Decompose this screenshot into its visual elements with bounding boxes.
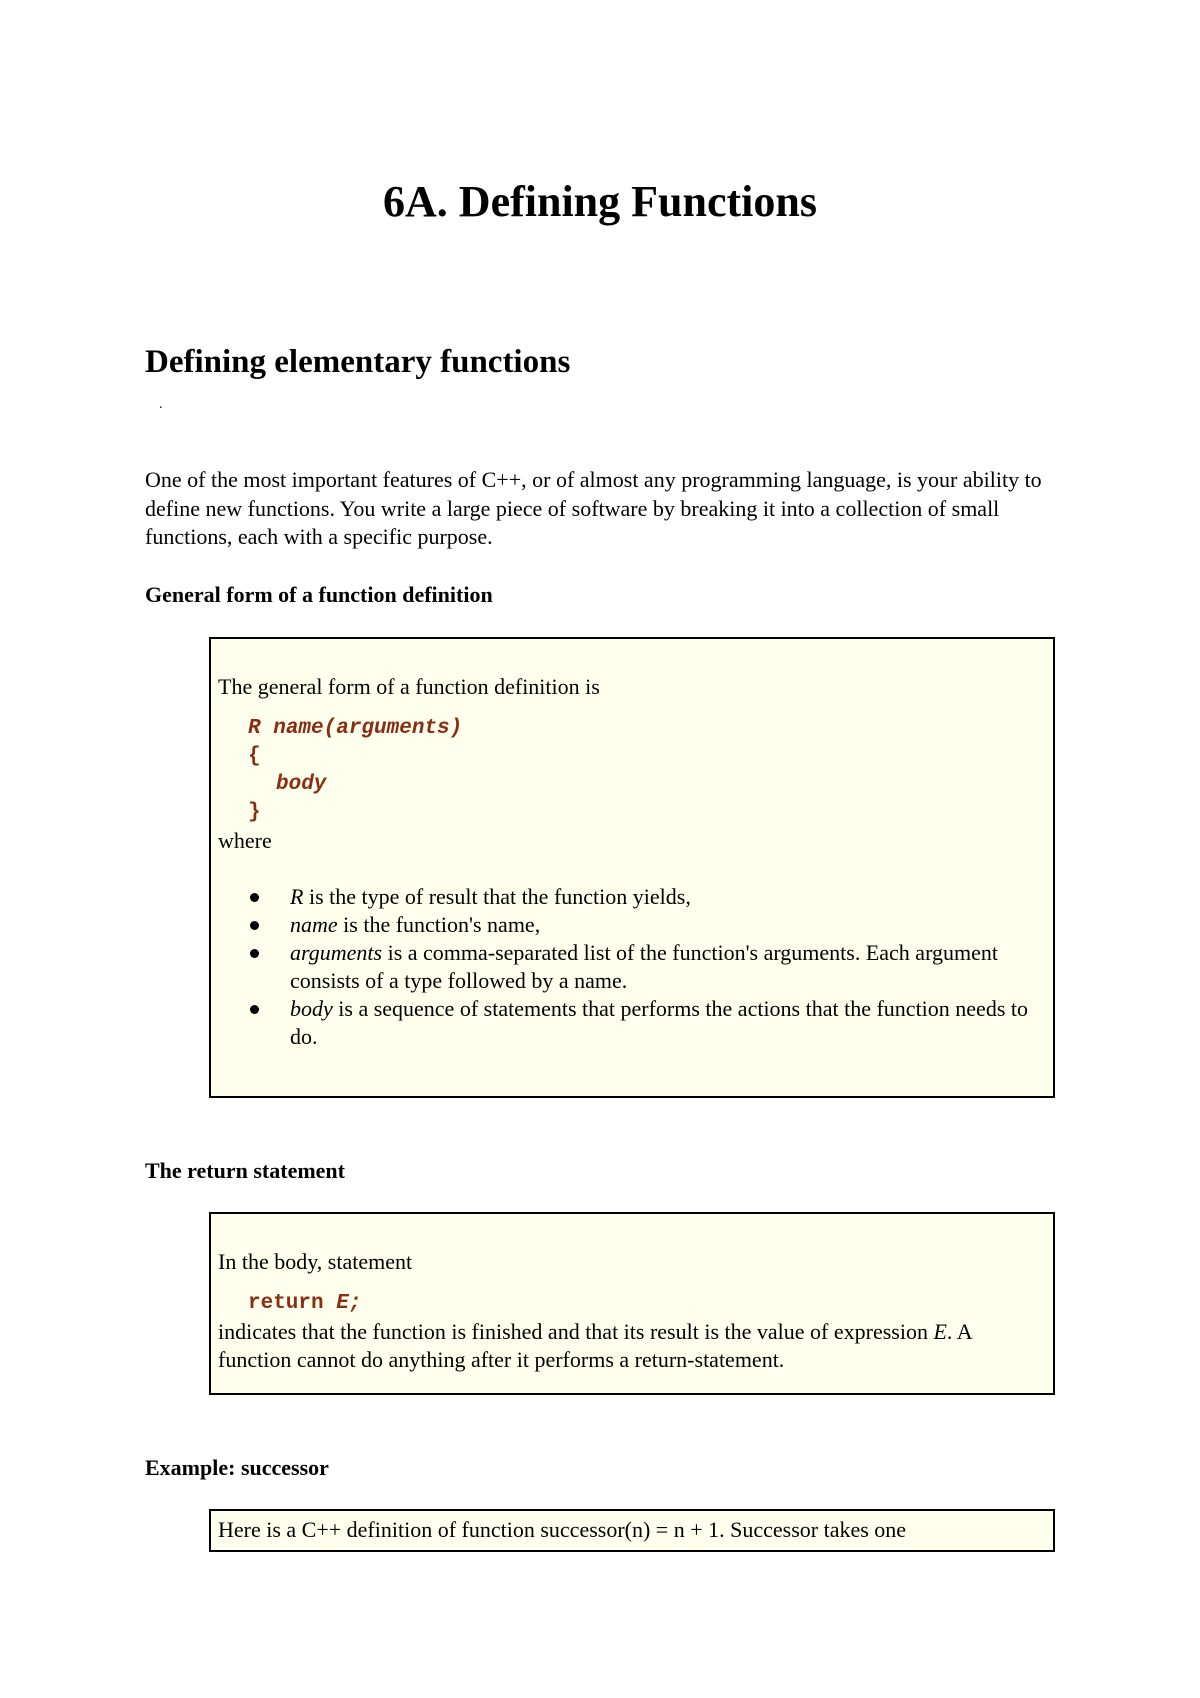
return-code xyxy=(248,1290,1045,1318)
example-box xyxy=(209,1509,1055,1552)
list-item: name is the function's name, xyxy=(290,911,1045,939)
code-open-brace: { xyxy=(248,745,261,768)
code-signature xyxy=(248,715,1045,743)
section-heading: Defining elementary functions xyxy=(145,344,571,380)
general-form-where: where xyxy=(218,828,272,853)
list-item: arguments is a comma-separated list of the function's arguments. Each argument consists of a type followed by a name. xyxy=(290,939,1045,995)
return-expr: E; xyxy=(336,1292,362,1315)
intro-paragraph: One of the most important features of C++, or of almost any programming language, is your ability to define new functions. You write a large piece of software by breaking it into a collection of small functions, each with a specific purpose. xyxy=(145,467,1042,549)
return-keyword: return xyxy=(248,1292,324,1315)
general-form-code xyxy=(248,715,1045,827)
example-text: Here is a C++ definition of function successor(n) = n + 1. Successor takes one xyxy=(218,1517,907,1542)
general-form-heading: General form of a function definition xyxy=(145,582,493,607)
code-body: body xyxy=(276,773,327,796)
code-close-brace: } xyxy=(248,801,261,824)
general-form-lead: The general form of a function definition is xyxy=(218,674,600,699)
section-dot: . xyxy=(159,397,163,412)
return-box xyxy=(209,1212,1055,1395)
list-item: R is the type of result that the function yields, xyxy=(290,883,1045,911)
page-title: 6A. Defining Functions xyxy=(383,177,817,226)
code-return-type: R xyxy=(248,717,261,740)
return-description: indicates that the function is finished and that its result is the value of expression E. A function cannot do anything after it performs a return-statement. xyxy=(218,1319,972,1372)
return-lead: In the body, statement xyxy=(218,1249,413,1274)
list-item: body is a sequence of statements that performs the actions that the function needs to do. xyxy=(290,995,1045,1051)
example-heading: Example: successor xyxy=(145,1455,329,1480)
definition-list xyxy=(218,883,1045,1051)
code-name-args: name(arguments) xyxy=(273,717,463,740)
return-heading: The return statement xyxy=(145,1158,345,1183)
general-form-box xyxy=(209,637,1055,1098)
